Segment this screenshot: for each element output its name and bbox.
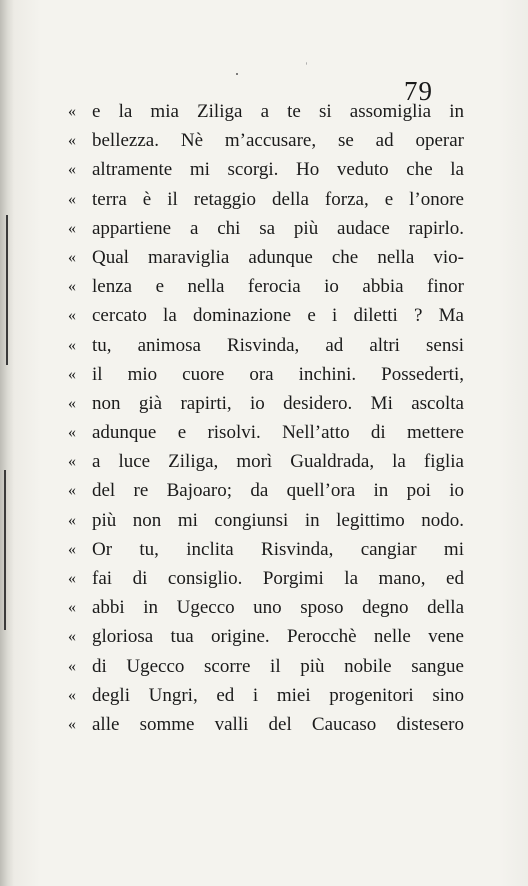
quote-mark: « [68,278,76,296]
quote-mark: « [68,190,76,208]
line-text: Qual maraviglia adunque che nella vio- [92,246,464,268]
line-text: a luce Ziliga, morì Gualdrada, la figlia [92,451,464,473]
text-line [68,331,464,360]
quote-mark: « [68,715,76,733]
quote-mark: « [68,103,76,120]
line-text: abbi in Ugecco uno sposo degno della [92,597,464,619]
line-text: più non mi congiunsi in legittimo nodo. [92,509,464,531]
text-line [68,622,464,651]
text-line [68,185,464,214]
line-text: cercato la dominazione e i diletti ? Ma [92,305,464,327]
quote-mark: « [68,336,76,354]
paper-speck [306,62,307,65]
line-text: fai di consiglio. Porgimi la mano, ed [92,568,464,589]
text-line [68,506,464,535]
line-text: appartiene a chi sa più audace rapirlo. [92,217,464,239]
line-text: di Ugecco scorre il più nobile sangue [92,655,464,677]
text-line [68,476,464,505]
quote-mark: « [68,657,76,675]
quote-mark: « [68,219,76,237]
quote-mark: « [68,511,76,529]
text-line [68,447,464,476]
text-line [68,155,464,184]
text-line [68,243,464,272]
text-line [68,418,464,447]
quote-mark: « [68,599,76,617]
quote-mark: « [68,628,76,646]
text-line [68,272,464,301]
line-text: non già rapirti, io desidero. Mi ascolta [92,392,464,414]
quote-mark: « [68,394,76,412]
line-text: adunque e risolvi. Nell’atto di mettere [92,422,464,444]
line-text: altramente mi scorgi. Ho veduto che la [92,159,464,181]
text-line [68,710,464,739]
quote-mark: « [68,365,76,383]
line-text: il mio cuore ora inchini. Possederti, [92,363,464,385]
text-line [68,652,464,681]
line-text: bellezza. Nè m’accusare, se ad operar [92,130,464,152]
line-text: del re Bajoaro; da quell’ora in poi io [92,480,464,502]
quote-mark: « [68,453,76,471]
text-line [68,593,464,622]
quote-mark: « [68,424,76,442]
text-line [68,564,464,593]
body-text [68,97,464,739]
text-line [68,389,464,418]
quote-mark: « [68,248,76,266]
line-text: gloriosa tua origine. Perocchè nelle vene [92,626,464,648]
binding-mark-lower [4,470,6,630]
text-line [68,535,464,564]
text-line [68,97,464,126]
text-line [68,360,464,389]
quote-mark: « [68,161,76,179]
line-text: lenza e nella ferocia io abbia finor [92,276,464,298]
quote-mark: « [68,686,76,704]
quote-mark: « [68,570,76,587]
quote-mark: « [68,540,76,558]
text-line [68,214,464,243]
page-number: 79 [404,76,433,106]
quote-mark: « [68,482,76,500]
line-text: alle somme valli del Caucaso distesero [92,713,464,735]
binding-mark-upper [6,215,8,365]
paper-speck [236,73,238,75]
line-text: Or tu, inclita Risvinda, cangiar mi [92,538,464,560]
line-text: tu, animosa Risvinda, ad altri sensi [92,334,464,356]
text-line [68,126,464,155]
quote-mark: « [68,307,76,325]
line-text: e la mia Ziliga a te si assomiglia in [92,101,464,122]
page-binding-edge [0,0,14,886]
text-line [68,681,464,710]
line-text: terra è il retaggio della forza, e l’onore [92,188,464,210]
line-text: degli Ungri, ed i miei progenitori sino [92,684,464,706]
quote-mark: « [68,132,76,150]
text-line [68,301,464,330]
